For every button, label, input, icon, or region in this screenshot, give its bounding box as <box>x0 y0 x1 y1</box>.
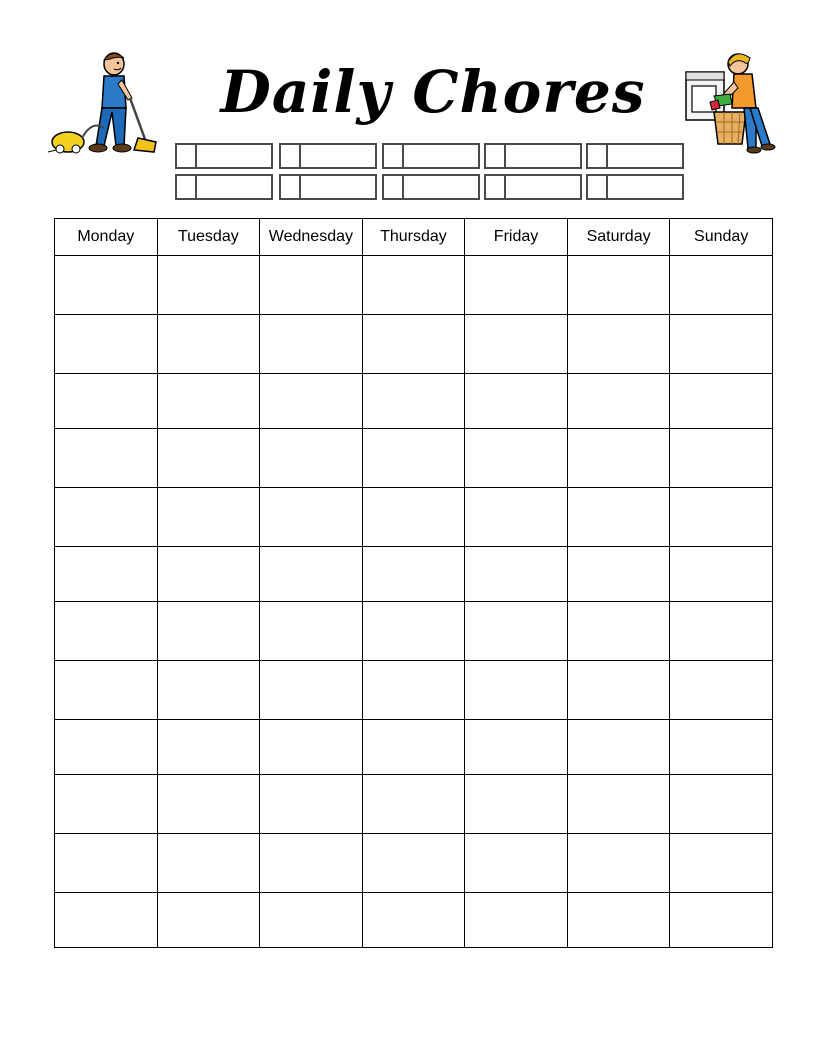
chore-cell-monday[interactable] <box>55 834 158 893</box>
name-box[interactable] <box>586 143 684 169</box>
chore-cell-monday[interactable] <box>55 256 158 315</box>
name-box-divider <box>299 176 301 198</box>
day-header-monday: Monday <box>55 219 158 256</box>
chore-cell-sunday[interactable] <box>670 602 773 661</box>
name-box-divider <box>402 176 404 198</box>
page-title: Daily Chores <box>220 58 646 126</box>
chore-row <box>55 429 773 488</box>
chore-table-body <box>55 256 773 948</box>
chore-cell-sunday[interactable] <box>670 775 773 834</box>
chore-row <box>55 775 773 834</box>
chore-cell-thursday[interactable] <box>362 893 465 948</box>
chore-cell-friday[interactable] <box>465 429 568 488</box>
chore-cell-friday[interactable] <box>465 488 568 547</box>
chore-cell-monday[interactable] <box>55 315 158 374</box>
chore-table <box>54 218 773 948</box>
name-box[interactable] <box>382 143 480 169</box>
day-header-wednesday: Wednesday <box>260 219 363 256</box>
chore-cell-monday[interactable] <box>55 602 158 661</box>
chore-cell-saturday[interactable] <box>567 834 670 893</box>
chore-cell-sunday[interactable] <box>670 547 773 602</box>
name-box-divider <box>606 176 608 198</box>
name-box[interactable] <box>175 143 273 169</box>
chore-cell-wednesday[interactable] <box>260 893 363 948</box>
name-box[interactable] <box>279 143 377 169</box>
chore-cell-saturday[interactable] <box>567 893 670 948</box>
chore-cell-thursday[interactable] <box>362 488 465 547</box>
day-header-thursday: Thursday <box>362 219 465 256</box>
chore-cell-monday[interactable] <box>55 720 158 775</box>
name-box[interactable] <box>586 174 684 200</box>
name-box-divider <box>504 176 506 198</box>
name-boxes <box>175 143 687 201</box>
chore-cell-wednesday[interactable] <box>260 488 363 547</box>
chore-cell-tuesday[interactable] <box>157 488 260 547</box>
day-header-row <box>55 219 773 256</box>
chore-cell-monday[interactable] <box>55 374 158 429</box>
chore-cell-friday[interactable] <box>465 256 568 315</box>
chore-row <box>55 602 773 661</box>
chore-cell-monday[interactable] <box>55 775 158 834</box>
chore-cell-sunday[interactable] <box>670 315 773 374</box>
chore-cell-monday[interactable] <box>55 488 158 547</box>
woman-doing-laundry-clipart <box>684 52 776 154</box>
chore-cell-thursday[interactable] <box>362 429 465 488</box>
chore-cell-thursday[interactable] <box>362 775 465 834</box>
chore-cell-sunday[interactable] <box>670 374 773 429</box>
chore-row <box>55 374 773 429</box>
chore-cell-sunday[interactable] <box>670 256 773 315</box>
chore-cell-friday[interactable] <box>465 547 568 602</box>
chore-cell-tuesday[interactable] <box>157 661 260 720</box>
chore-cell-friday[interactable] <box>465 775 568 834</box>
chore-cell-sunday[interactable] <box>670 834 773 893</box>
chore-cell-wednesday[interactable] <box>260 775 363 834</box>
day-header-saturday: Saturday <box>567 219 670 256</box>
day-header-friday: Friday <box>465 219 568 256</box>
chore-cell-friday[interactable] <box>465 315 568 374</box>
chore-cell-thursday[interactable] <box>362 602 465 661</box>
chore-cell-saturday[interactable] <box>567 374 670 429</box>
chore-cell-sunday[interactable] <box>670 429 773 488</box>
name-box[interactable] <box>484 174 582 200</box>
chore-cell-saturday[interactable] <box>567 720 670 775</box>
name-box-divider <box>606 145 608 167</box>
name-box-row <box>175 143 687 169</box>
chore-row <box>55 315 773 374</box>
chore-cell-monday[interactable] <box>55 893 158 948</box>
chore-cell-saturday[interactable] <box>567 256 670 315</box>
name-box[interactable] <box>382 174 480 200</box>
chore-row <box>55 488 773 547</box>
chore-cell-friday[interactable] <box>465 602 568 661</box>
name-box[interactable] <box>175 174 273 200</box>
chore-cell-thursday[interactable] <box>362 315 465 374</box>
chore-cell-sunday[interactable] <box>670 893 773 948</box>
chore-cell-friday[interactable] <box>465 834 568 893</box>
chore-cell-wednesday[interactable] <box>260 602 363 661</box>
day-header-sunday: Sunday <box>670 219 773 256</box>
chore-cell-friday[interactable] <box>465 720 568 775</box>
chore-cell-tuesday[interactable] <box>157 720 260 775</box>
chore-cell-saturday[interactable] <box>567 602 670 661</box>
day-header-tuesday: Tuesday <box>157 219 260 256</box>
chore-cell-wednesday[interactable] <box>260 661 363 720</box>
chore-row <box>55 256 773 315</box>
chore-cell-saturday[interactable] <box>567 315 670 374</box>
chore-cell-thursday[interactable] <box>362 661 465 720</box>
chore-cell-wednesday[interactable] <box>260 429 363 488</box>
boy-vacuuming-clipart <box>46 50 160 158</box>
chore-cell-wednesday[interactable] <box>260 720 363 775</box>
chore-cell-thursday[interactable] <box>362 256 465 315</box>
chore-cell-friday[interactable] <box>465 661 568 720</box>
name-box-row <box>175 174 687 200</box>
chore-cell-tuesday[interactable] <box>157 429 260 488</box>
chore-cell-saturday[interactable] <box>567 661 670 720</box>
chore-cell-sunday[interactable] <box>670 720 773 775</box>
chore-cell-tuesday[interactable] <box>157 834 260 893</box>
chore-cell-monday[interactable] <box>55 661 158 720</box>
chore-cell-wednesday[interactable] <box>260 547 363 602</box>
chore-cell-sunday[interactable] <box>670 661 773 720</box>
chore-cell-tuesday[interactable] <box>157 775 260 834</box>
name-box-divider <box>195 176 197 198</box>
chore-row <box>55 834 773 893</box>
name-box-divider <box>504 145 506 167</box>
chore-cell-wednesday[interactable] <box>260 256 363 315</box>
chore-cell-thursday[interactable] <box>362 374 465 429</box>
chore-row <box>55 547 773 602</box>
chore-cell-wednesday[interactable] <box>260 834 363 893</box>
chore-cell-sunday[interactable] <box>670 488 773 547</box>
name-box-divider <box>402 145 404 167</box>
chore-cell-saturday[interactable] <box>567 547 670 602</box>
chore-row <box>55 720 773 775</box>
chore-cell-tuesday[interactable] <box>157 547 260 602</box>
chore-cell-friday[interactable] <box>465 893 568 948</box>
name-box-divider <box>195 145 197 167</box>
chore-cell-tuesday[interactable] <box>157 256 260 315</box>
chore-cell-saturday[interactable] <box>567 775 670 834</box>
chore-cell-friday[interactable] <box>465 374 568 429</box>
chore-cell-tuesday[interactable] <box>157 315 260 374</box>
name-box[interactable] <box>279 174 377 200</box>
chore-cell-saturday[interactable] <box>567 429 670 488</box>
chore-cell-thursday[interactable] <box>362 547 465 602</box>
name-box[interactable] <box>484 143 582 169</box>
chore-row <box>55 661 773 720</box>
chore-cell-tuesday[interactable] <box>157 893 260 948</box>
chore-row <box>55 893 773 948</box>
chore-cell-wednesday[interactable] <box>260 374 363 429</box>
chore-cell-tuesday[interactable] <box>157 602 260 661</box>
chore-cell-thursday[interactable] <box>362 720 465 775</box>
chore-cell-thursday[interactable] <box>362 834 465 893</box>
chore-cell-monday[interactable] <box>55 429 158 488</box>
chore-cell-monday[interactable] <box>55 547 158 602</box>
name-box-divider <box>299 145 301 167</box>
chore-cell-tuesday[interactable] <box>157 374 260 429</box>
chore-cell-wednesday[interactable] <box>260 315 363 374</box>
chore-cell-saturday[interactable] <box>567 488 670 547</box>
